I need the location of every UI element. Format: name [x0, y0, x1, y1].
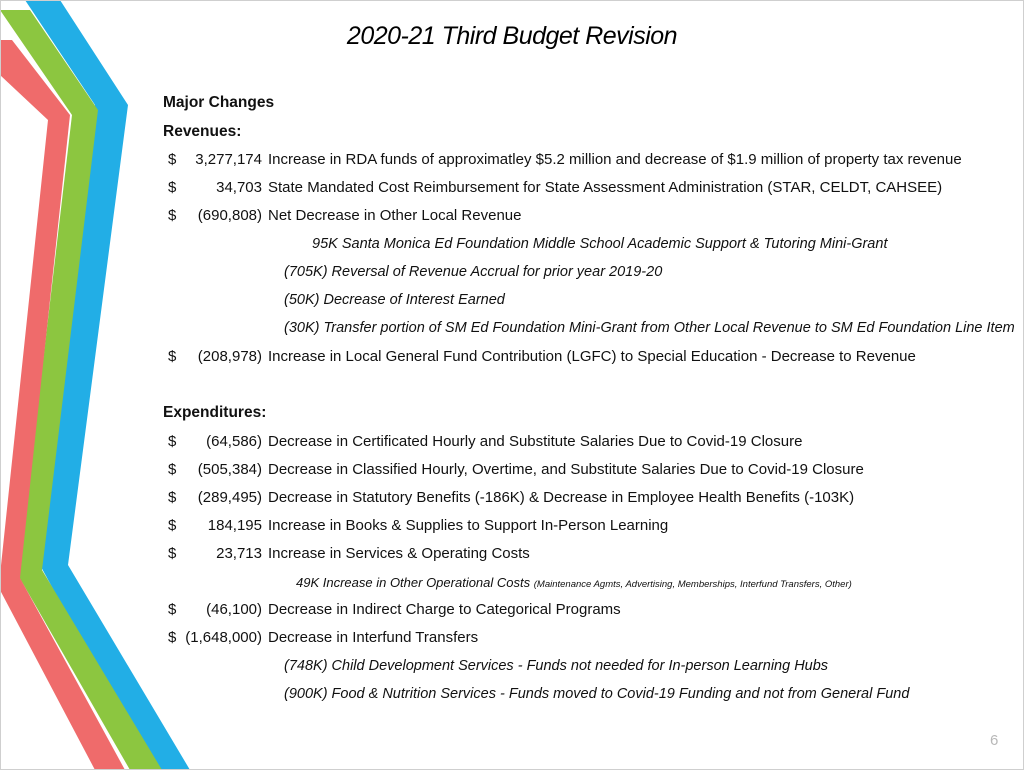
amount: (64,586) — [206, 433, 262, 450]
description: Decrease in Indirect Charge to Categorical Programs — [268, 601, 621, 618]
description: Increase in Books & Supplies to Support In-Person Learning — [268, 517, 669, 534]
amount: (1,648,000) — [185, 629, 262, 646]
services-detail — [296, 575, 852, 590]
currency-symbol: $ — [168, 433, 177, 450]
currency-symbol: $ — [168, 601, 177, 618]
revenue-detail: (705K) Reversal of Revenue Accrual for prior year 2019-20 — [284, 264, 663, 280]
description: Increase in RDA funds of approximatley $5.2 million and decrease of $1.9 million of property tax revenue — [268, 151, 962, 168]
amount: (690,808) — [197, 207, 262, 224]
description: Increase in Local General Fund Contribution (LGFC) to Special Education - Decrease to Revenue — [268, 348, 916, 365]
description: Decrease in Classified Hourly, Overtime, and Substitute Salaries Due to Covid-19 Closure — [268, 461, 864, 478]
description: Net Decrease in Other Local Revenue — [268, 207, 522, 224]
amount: (208,978) — [197, 348, 262, 365]
description: Decrease in Statutory Benefits (-186K) & Decrease in Employee Health Benefits (-103K) — [268, 489, 855, 506]
amount: 23,713 — [216, 545, 262, 562]
description: Decrease in Interfund Transfers — [268, 629, 479, 646]
currency-symbol: $ — [168, 151, 177, 168]
transfer-detail: (748K) Child Development Services - Funds not needed for In-person Learning Hubs — [284, 658, 829, 674]
major-changes-heading: Major Changes — [163, 94, 275, 111]
currency-symbol: $ — [168, 461, 177, 478]
description: Decrease in Certificated Hourly and Substitute Salaries Due to Covid-19 Closure — [268, 433, 803, 450]
amount: (46,100) — [206, 601, 262, 618]
currency-symbol: $ — [168, 179, 177, 196]
transfer-detail: (900K) Food & Nutrition Services - Funds moved to Covid-19 Funding and not from General Fund — [284, 686, 910, 702]
amount: (289,495) — [197, 489, 262, 506]
amount: 184,195 — [207, 517, 262, 534]
services-detail-sub: (Maintenance Agmts, Advertising, Memberships, Interfund Transfers, Other) — [533, 579, 852, 590]
page-number: 6 — [990, 732, 999, 749]
currency-symbol: $ — [168, 517, 177, 534]
amount: 3,277,174 — [195, 151, 262, 168]
revenue-detail: 95K Santa Monica Ed Foundation Middle School Academic Support & Tutoring Mini-Grant — [312, 236, 888, 252]
description: State Mandated Cost Reimbursement for State Assessment Administration (STAR, CELDT, CAHSEE) — [268, 179, 943, 196]
slide-title: 2020-21 Third Budget Revision — [346, 22, 678, 50]
revenue-detail: (50K) Decrease of Interest Earned — [284, 292, 505, 308]
currency-symbol: $ — [168, 545, 177, 562]
amount: (505,384) — [197, 461, 262, 478]
services-detail-main: 49K Increase in Other Operational Costs — [296, 575, 531, 590]
description: Increase in Services & Operating Costs — [268, 545, 530, 562]
currency-symbol: $ — [168, 348, 177, 365]
revenue-detail: (30K) Transfer portion of SM Ed Foundation Mini-Grant from Other Local Revenue to SM Ed Foundation Line Item — [284, 320, 1015, 336]
currency-symbol: $ — [168, 207, 177, 224]
currency-symbol: $ — [168, 489, 177, 506]
currency-symbol: $ — [168, 629, 177, 646]
expenditures-heading: Expenditures: — [163, 404, 267, 421]
amount: 34,703 — [216, 179, 262, 196]
revenues-heading: Revenues: — [163, 123, 242, 140]
